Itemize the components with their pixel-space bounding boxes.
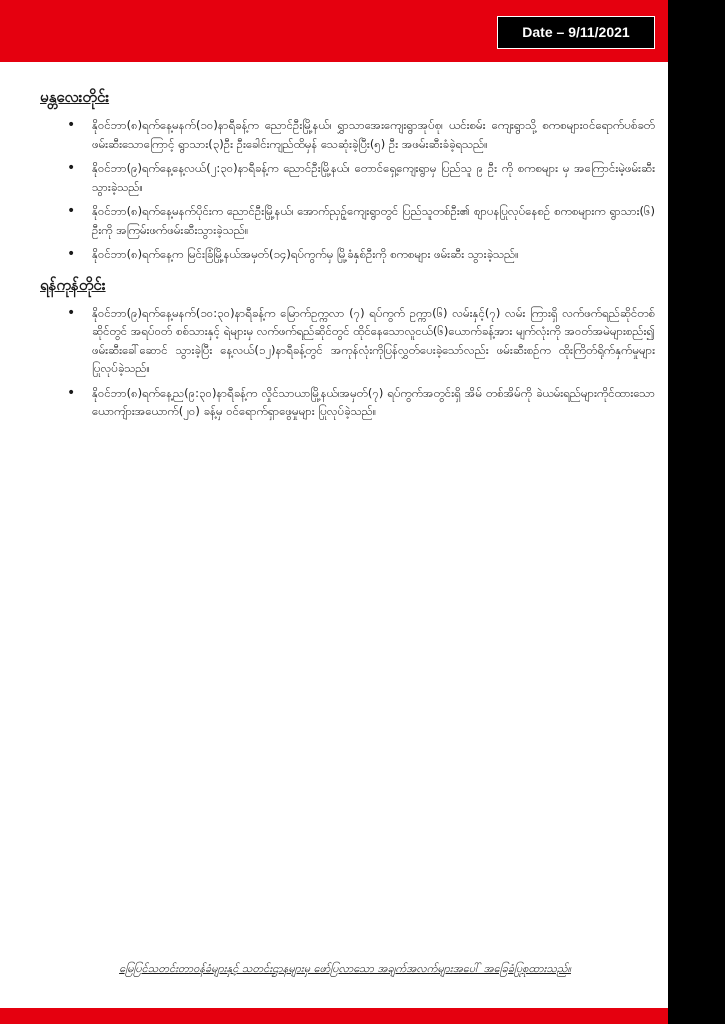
list-item: • နိုဝင်ဘာ(၉)ရက်နေ့နေ့လယ်(၂:၃၀)နာရီခန့်က ညောင်ဦးမြို့နယ်၊ တောင်ရှေ့ကျေးရွာမှ ပြည်သူ ၉ ဦး ကို စကစများ မှ အကြောင်းမဲ့ဖမ်းဆီးသွားခဲ့သည်။ bbox=[92, 159, 655, 196]
side-black-bar bbox=[668, 0, 725, 1024]
section-heading-mandalay: မန္တလေးတိုင်း bbox=[40, 88, 110, 106]
bullet-list-yangon bbox=[40, 304, 655, 421]
list-item: • နိုဝင်ဘာ(၈)ရက်နေ့က မြင်းခြံမြို့နယ်အမှတ်(၁၄)ရပ်ကွက်မှ မြို့ခံနှစ်ဦးကို စကစများ ဖမ်းဆီး သွားခဲ့သည်။ bbox=[92, 245, 655, 264]
list-item: • နိုဝင်ဘာ(၉)ရက်နေ့မနက်(၁၀:၃၀)နာရီခန့်က မြောက်ဥက္ကလာ (၇) ရပ်ကွက် ဥက္ကာ(၆) လမ်းနှင့်(၇) လမ်း ကြားရှိ လက်ဖက်ရည်ဆိုင်တစ်ဆိုင်တွင် အရပ်ဝတ် စစ်သားနှင့် ရဲများမှ လက်ဖက်ရည်ဆိုင်တွင် ထိုင်နေသောလူငယ်(၆)ယောက်ခန့်အား မျက်လုံးကို အဝတ်အမဲများစည်း၍ ဖမ်းဆီးခေါ်ဆောင် သွားခဲ့ပြီး နေ့လယ်(၁၂)နာရီခန့်တွင် အကုန်လုံးကိုပြန်လွှတ်ပေးခဲ့သော်လည်း ဖမ်းဆီးစဉ်က ထိုးကြိတ်ရိုက်နှက်မှုများပြုလုပ်ခဲ့သည်။ bbox=[92, 304, 655, 378]
bullet-list-mandalay bbox=[40, 116, 655, 264]
section-heading-yangon: ရန်ကုန်တိုင်း bbox=[40, 275, 106, 294]
footer-red-bar bbox=[0, 1008, 668, 1024]
list-item: • နိုဝင်ဘာ(၈)ရက်နေ့မနက်(၁၀)နာရီခန့်က ညောင်ဦးမြို့နယ်၊ ရွှာသာအေးကျေးရွာအုပ်စု၊ ယင်းစမ်း ကျေးရွာသို့ စကစများဝင်ရောက်ပစ်ခတ်ဖမ်းဆီးသောကြောင့် ရွာသား(၃)ဦး ဦးခေါင်းကျည်ထိမှန် သေဆုံးခဲ့ပြီး(၅) ဦး အဖမ်းဆီးခံခဲ့ရသည်။ bbox=[92, 116, 655, 153]
date-label: Date – 9/11/2021 bbox=[497, 16, 655, 49]
list-item: • နိုဝင်ဘာ(၈)ရက်နေ့မနက်ပိုင်းက ညောင်ဦးမြို့နယ်၊ အောက်ညှဉ့်ကျေးရွာတွင် ပြည်သူတစ်ဦး၏ စျာပနပြုလုပ်နေစဉ် စကစများက ရွာသား(၆) ဦးကို အကြမ်းဖက်ဖမ်းဆီးသွားခဲ့သည်။ bbox=[92, 202, 655, 239]
footer-source-note: မြေပြင်သတင်းတာဝန်ခံများနှင့် သတင်းဌာနများမှ ဖော်ပြလာသော အချက်အလက်များအပေါ် အခြေခံပြုစုထားသည်။ bbox=[119, 962, 571, 975]
list-item: • နိုဝင်ဘာ(၈)ရက်နေ့ည(၉:၃၀)နာရီခန့်က လှိုင်သာယာမြို့နယ်၊အမှတ်(၇) ရပ်ကွက်အတွင်းရှိ အိမ် တစ်အိမ်ကို ခဲယမ်းရည်များကိုင်ထားသော ယောကျ်ားအယောက်(၂၀) ခန့်မှ ဝင်ရောက်ရှာဖွေမှုများ ပြုလုပ်ခဲ့သည်။ bbox=[92, 384, 655, 421]
report-body bbox=[40, 80, 655, 431]
